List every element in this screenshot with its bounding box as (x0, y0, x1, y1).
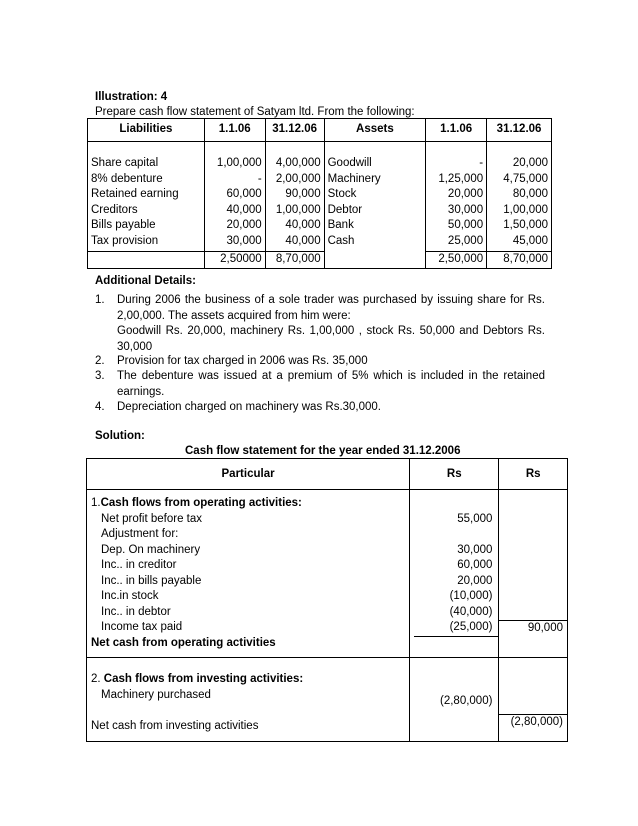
additional-heading: Additional Details: (95, 275, 196, 287)
cash-flow-title: Cash flow statement for the year ended 31.12.2006 (185, 445, 461, 457)
total-assets-start: 2,50,000 (426, 252, 487, 269)
asset-name: Debtor (327, 203, 363, 216)
total-liab-start: 2,50000 (204, 252, 265, 269)
operating-heading-number: 1. (91, 497, 101, 509)
asset-start-value: 1,25,000 (438, 172, 484, 185)
cash-flow-header-row (87, 459, 568, 490)
operating-row-value: 60,000 (457, 559, 493, 571)
detail-line: Depreciation charged on machinery was Rs.30,000. (117, 401, 382, 413)
balance-sheet-header-row (88, 119, 552, 142)
liability-name: Retained earning (91, 188, 179, 200)
detail-number: 4. (95, 401, 105, 413)
investing-values (410, 658, 499, 742)
liab-start-value: 30,000 (226, 234, 262, 247)
operating-row-label: Inc.. in debtor (101, 605, 171, 618)
liab-start-value: 60,000 (226, 188, 262, 200)
total-liab-end: 8,70,000 (265, 252, 324, 269)
operating-row-label: Income tax paid (101, 621, 183, 633)
liab-end-value: 1,00,000 (275, 203, 321, 216)
operating-row-label: Net profit before tax (101, 512, 202, 525)
detail-item-4 (95, 400, 545, 416)
investing-heading-number: 2. (91, 673, 101, 685)
operating-heading (91, 496, 405, 512)
operating-row-value: 30,000 (457, 543, 493, 556)
detail-line: The debenture was issued at a premium of 5% which is included in the retained (117, 370, 545, 382)
detail-line: Goodwill Rs. 20,000, machinery Rs. 1,00,000 , stock Rs. 50,000 and Debtors Rs. (117, 325, 545, 337)
detail-line: 2,00,000. The assets acquired from him were: (117, 309, 351, 322)
detail-item-1 (95, 293, 545, 355)
investing-particulars (87, 658, 410, 742)
operating-row-value: 55,000 (457, 512, 493, 525)
illustration-title: Illustration: 4 (95, 91, 168, 103)
asset-name: Goodwill (327, 157, 372, 169)
header-liab-start: 1.1.06 (204, 119, 265, 142)
detail-number: 3. (95, 370, 105, 382)
investing-totals (499, 658, 568, 742)
asset-start-value: 25,000 (447, 234, 484, 247)
investing-net-value: (2,80,000) (499, 714, 567, 731)
detail-number: 1. (95, 294, 105, 306)
operating-row-label: Inc.. in bills payable (101, 574, 202, 587)
liab-start-value: 1,00,000 (216, 157, 262, 169)
asset-name: Bank (327, 219, 354, 231)
header-rs-2: Rs (499, 459, 568, 490)
detail-line: 30,000 (117, 340, 153, 353)
operating-net-value: 90,000 (499, 620, 567, 637)
liab-start-column (204, 142, 265, 252)
header-liabilities: Liabilities (88, 119, 205, 142)
liab-end-column (265, 142, 324, 252)
detail-text (117, 293, 545, 355)
operating-row-label: Adjustment for: (101, 528, 179, 540)
asset-start-value: 20,000 (447, 188, 484, 200)
asset-end-value: 20,000 (512, 157, 548, 169)
operating-row-label: Inc.. in creditor (101, 559, 177, 571)
header-liab-end: 31.12.06 (265, 119, 324, 142)
balance-sheet-body-row (88, 142, 552, 252)
investing-heading (91, 672, 405, 688)
operating-row-value: (40,000) (449, 605, 493, 618)
liab-end-value: 2,00,000 (275, 172, 321, 185)
liab-start-value: 40,000 (226, 203, 262, 216)
investing-section-row (87, 658, 568, 742)
liab-start-value: - (257, 172, 262, 185)
asset-name: Cash (327, 234, 355, 247)
detail-text (117, 369, 545, 400)
liability-name: Creditors (91, 203, 138, 216)
asset-name: Machinery (327, 172, 381, 185)
operating-section-row (87, 490, 568, 658)
asset-end-value: 45,000 (512, 234, 548, 247)
operating-row-label: Dep. On machinery (101, 543, 201, 556)
balance-sheet-total-row (88, 252, 552, 269)
detail-line: Provision for tax charged in 2006 was Rs. 35,000 (117, 355, 368, 367)
liability-name: Tax provision (91, 234, 159, 247)
solution-heading: Solution: (95, 430, 145, 442)
assets-column (324, 142, 426, 269)
asset-end-value: 80,000 (512, 188, 548, 200)
operating-row-value: 20,000 (457, 574, 493, 587)
liabilities-column (88, 142, 205, 252)
detail-number: 2. (95, 355, 105, 367)
asset-start-value: 30,000 (447, 203, 484, 216)
liability-name: Share capital (91, 157, 159, 169)
total-assets-end: 8,70,000 (487, 252, 552, 269)
liability-name: Bills payable (91, 219, 156, 231)
operating-particulars (87, 490, 410, 658)
asset-start-value: 50,000 (447, 219, 484, 231)
header-particular: Particular (87, 459, 410, 490)
asset-start-value: - (479, 157, 484, 169)
asset-end-value: 1,00,000 (503, 203, 548, 216)
liab-end-value: 40,000 (285, 234, 321, 247)
investing-row-value: (2,80,000) (440, 694, 493, 707)
detail-text (117, 400, 545, 416)
detail-line: During 2006 the business of a sole trader was purchased by issuing share for Rs. (117, 294, 545, 306)
investing-net-label: Net cash from investing activities (91, 720, 259, 732)
detail-item-2 (95, 354, 545, 370)
liability-name: 8% debenture (91, 172, 163, 185)
detail-item-3 (95, 369, 545, 400)
investing-row-label: Machinery purchased (101, 688, 211, 701)
illustration-prompt: Prepare cash flow statement of Satyam ltd. From the following: (95, 106, 415, 118)
assets-end-column (487, 142, 552, 252)
header-assets: Assets (324, 119, 426, 142)
asset-end-value: 1,50,000 (503, 219, 548, 231)
operating-values (410, 490, 499, 658)
operating-heading-text: Cash flows from operating activities: (100, 497, 302, 509)
investing-heading-text: Cash flows from investing activities: (103, 673, 304, 685)
header-assets-end: 31.12.06 (487, 119, 552, 142)
cash-flow-table (86, 458, 568, 742)
liab-end-value: 4,00,000 (275, 157, 321, 169)
operating-row-value: (25,000) (414, 620, 498, 637)
liab-end-value: 40,000 (285, 219, 321, 231)
header-rs-1: Rs (410, 459, 499, 490)
detail-line: earnings. (117, 385, 165, 398)
detail-text (117, 354, 545, 370)
asset-name: Stock (327, 188, 357, 200)
operating-row-value (414, 527, 492, 543)
asset-end-value: 4,75,000 (503, 172, 548, 185)
operating-totals (499, 490, 568, 658)
assets-start-column (426, 142, 487, 252)
liab-start-value: 20,000 (226, 219, 262, 231)
liab-end-value: 90,000 (285, 188, 321, 200)
balance-sheet-table (87, 118, 552, 269)
total-label-blank (88, 252, 205, 269)
header-assets-start: 1.1.06 (426, 119, 487, 142)
operating-row-value: (10,000) (449, 590, 493, 602)
operating-row-label: Inc.in stock (101, 590, 159, 602)
operating-net-label: Net cash from operating activities (91, 636, 276, 649)
